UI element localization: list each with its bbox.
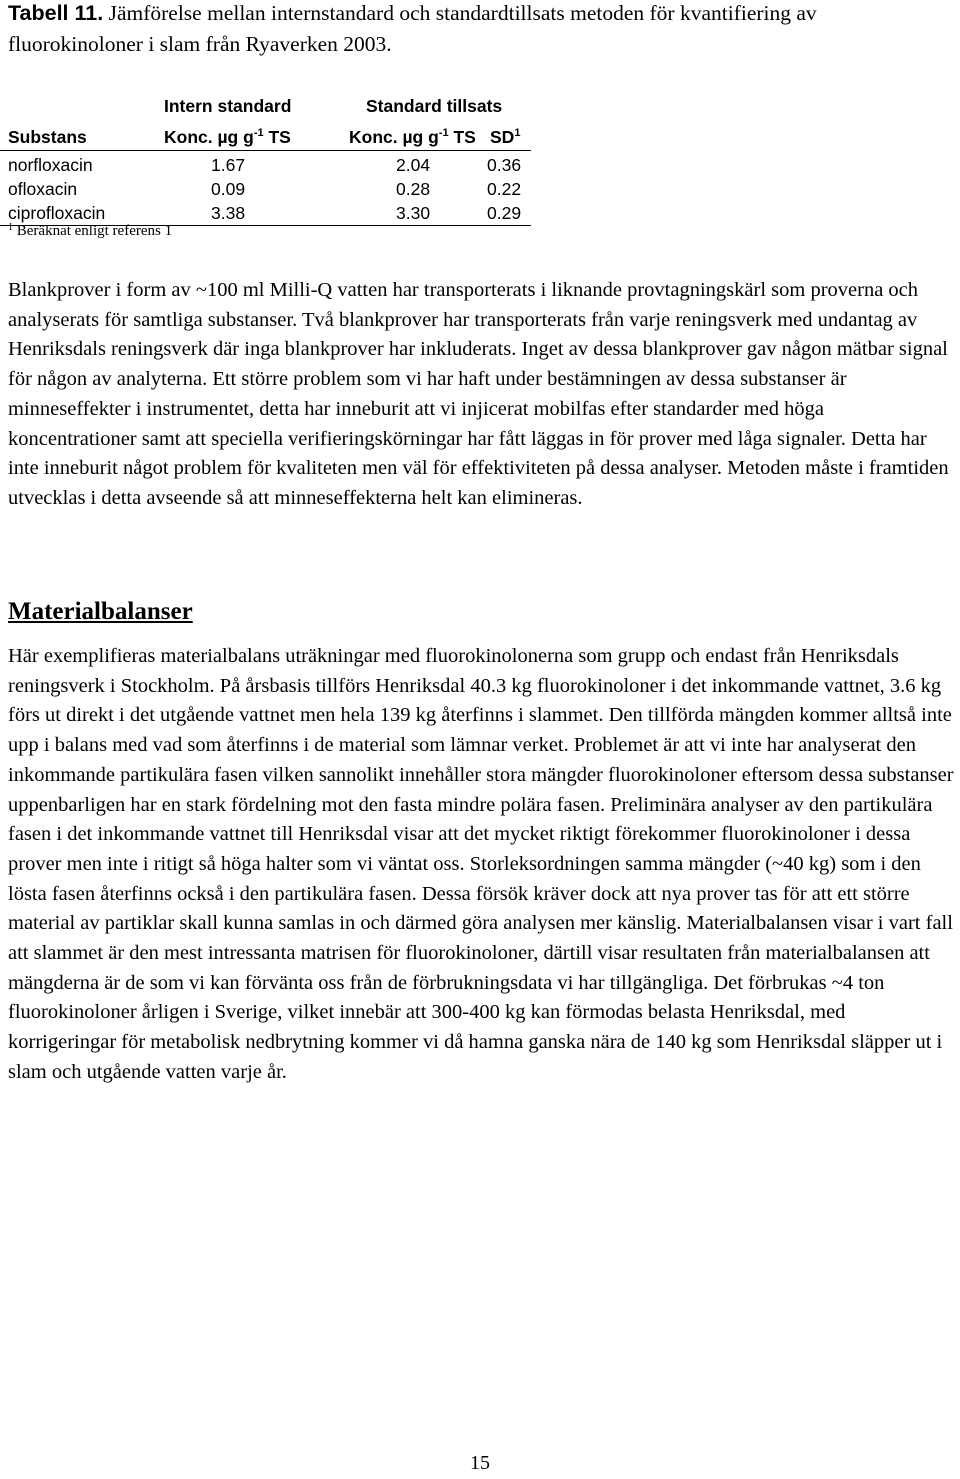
footnote-mark: 1 xyxy=(8,222,13,233)
cell-addition: 3.30 xyxy=(396,203,431,223)
cell-substance: ciprofloxacin xyxy=(8,203,106,223)
page-number: 15 xyxy=(470,1452,490,1474)
caption-text: Jämförelse mellan internstandard och standardtillsats metoden för kvantifiering av fluorokinoloner i slam från Ryaverken 2003. xyxy=(8,1,817,56)
cell-sd: 0.29 xyxy=(487,203,522,223)
cell-internal: 1.67 xyxy=(211,155,246,175)
group-header-internal: Intern standard xyxy=(164,96,292,116)
table-caption xyxy=(8,0,948,60)
col-header-konc-internal: Konc. µg $g^{-1}$ TS xyxy=(164,127,291,147)
cell-addition: 0.28 xyxy=(396,179,431,199)
cell-substance: ofloxacin xyxy=(8,179,78,199)
section-heading: Materialbalanser xyxy=(8,598,193,625)
footnote-text: Beräknat enligt referens 1 xyxy=(13,223,173,239)
paragraph-blank-samples: Blankprover i form av ~100 ml Milli-Q vatten har transporterats i liknande provtagningskärl som proverna och analyserats för samtliga substanser. Två blankprover har transporterats från varje reningsverk med undantag av Henriksdals reningsverk där inga blankprover har inkluderats. Inget av dessa blankprover gav någon mätbar signal för någon av analyterna. Ett större problem som vi har haft under bestämningen av dessa substanser är minneseffekter i instrumentet, detta har inneburit att vi injicerat mobilfas efter standarder med höga koncentrationer samt att speciella verifieringskörningar har fått läggas in för prover med låga signaler. Detta har inte inneburit något problem för kvaliteten men väl för effektiviteten på dessa analyser. Metoden måste i framtiden utvecklas i detta avseende så att minneseffekterna helt kan elimineras. xyxy=(8,279,949,509)
cell-internal: 3.38 xyxy=(211,203,246,223)
cell-sd: 0.22 xyxy=(487,179,522,199)
cell-internal: 0.09 xyxy=(211,179,246,199)
group-header-addition: Standard tillsats xyxy=(366,96,503,116)
table-header-rule xyxy=(0,150,531,151)
table-row xyxy=(0,179,540,205)
table-row xyxy=(0,155,540,181)
table-footnote xyxy=(8,223,172,240)
cell-addition: 2.04 xyxy=(396,155,431,175)
col-header-sd: $SD^1$ xyxy=(490,127,521,147)
col-header-konc-addition: Konc. µg $g^{-1}$ TS xyxy=(349,127,476,147)
caption-label: Tabell 11. xyxy=(8,1,104,25)
cell-sd: 0.36 xyxy=(487,155,522,175)
paragraph-material-balance: Här exemplifieras materialbalans uträkningar med fluorokinolonerna som grupp och endast från Henriksdals reningsverk i Stockholm. På årsbasis tillförs Henriksdal 40.3 kg fluorokinoloner i det inkommande vattnet, 3.6 kg förs ut direkt i det utgående vattnet men hela 139 kg återfinns i slammet. Den tillförda mängden kommer alltså inte upp i balans med vad som återfinns i de material som lämnar verket. Problemet är att vi inte har analyserat den inkommande partikulära fasen vilken sannolikt innehåller stora mängder fluorokinoloner eftersom dessa substanser uppenbarligen har en stark fördelning mot den fasta mindre polära fasen. Preliminära analyser av den partikulära fasen i det inkommande vattnet till Henriksdal visar att det mycket riktigt förekommer fluorokinoloner i dessa prover men inte i ritigt så höga halter som vi väntat oss. Storleksordningen samma mängder (~40 kg) som i den lösta fasen återfinns också i den partikulära fasen. Dessa försök kräver dock att nya prover tas för att ett större material av partiklar skall kunna samlas in och därmed göra analysen mer känslig. Materialbalansen visar i vart fall att slammet är den mest intressanta matrisen för fluorokinoloner, därtill visar resultaten från materialbalansen att mängderna är de som vi kan förvänta oss från de förbrukningsdata vi har tillgängliga. Det förbrukas ~4 ton fluorokinoloner årligen i Sverige, vilket innebär att 300-400 kg kan förmodas belasta Henriksdal, med korrigeringar för metabolisk nedbrytning kommer vi då hamna ganska nära de 140 kg som Henriksdal släpper ut i slam och utgående vatten varje år. xyxy=(8,645,954,1083)
col-header-substance: Substans xyxy=(8,127,87,147)
cell-substance: norfloxacin xyxy=(8,155,93,175)
group-header-row xyxy=(0,96,540,122)
